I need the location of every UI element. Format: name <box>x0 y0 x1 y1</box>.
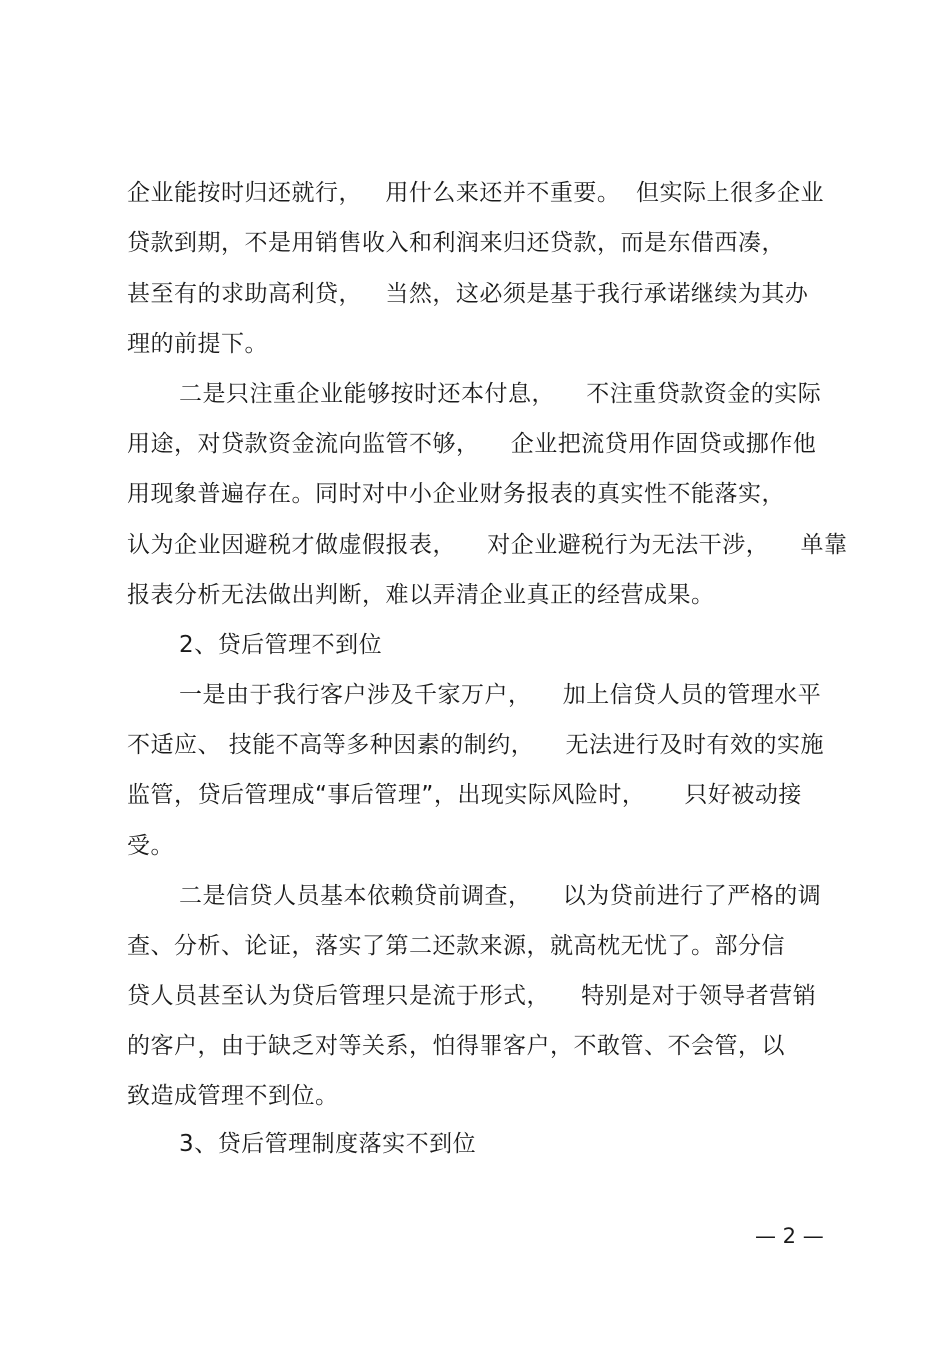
text-line: 不适应、 技能不高等多种因素的制约， 无法进行及时有效的实施 <box>127 732 825 758</box>
text-line: 甚至有的求助高利贷， 当然，这必须是基于我行承诺继续为其办 <box>127 281 809 307</box>
text-line: 的客户，由于缺乏对等关系，怕得罪客户，不敢管、不会管，以 <box>127 1033 785 1059</box>
text-line: 企业能按时归还就行， 用什么来还并不重要。 但实际上很多企业 <box>127 180 825 206</box>
page-number: — 2 — <box>755 1224 824 1248</box>
section-heading: 2、贷后管理不到位 <box>179 632 383 658</box>
text-line: 查、分析、论证，落实了第二还款来源，就高枕无忧了。部分信 <box>127 933 785 959</box>
section-heading: 3、贷后管理制度落实不到位 <box>179 1131 477 1157</box>
paragraph-first-line: 二是只注重企业能够按时还本付息， 不注重贷款资金的实际 <box>179 381 822 407</box>
paragraph-first-line: 二是信贷人员基本依赖贷前调查， 以为贷前进行了严格的调 <box>179 883 822 909</box>
text-line: 监管，贷后管理成“事后管理”，出现实际风险时， 只好被动接 <box>127 782 802 808</box>
text-line: 贷人员甚至认为贷后管理只是流于形式， 特别是对于领导者营销 <box>127 983 817 1009</box>
text-line: 贷款到期，不是用销售收入和利润来归还贷款，而是东借西凑， <box>127 230 785 256</box>
text-line: 报表分析无法做出判断，难以弄清企业真正的经营成果。 <box>127 582 715 608</box>
text-line: 致造成管理不到位。 <box>127 1083 339 1109</box>
text-line: 用现象普遍存在。同时对中小企业财务报表的真实性不能落实， <box>127 481 785 507</box>
text-line: 认为企业因避税才做虚假报表， 对企业避税行为无法干涉， 单靠 <box>127 532 848 558</box>
text-line: 理的前提下。 <box>127 331 268 357</box>
text-line: 受。 <box>127 833 174 859</box>
paragraph-first-line: 一是由于我行客户涉及千家万户， 加上信贷人员的管理水平 <box>179 682 822 708</box>
text-line: 用途，对贷款资金流向监管不够， 企业把流贷用作固贷或挪作他 <box>127 431 817 457</box>
